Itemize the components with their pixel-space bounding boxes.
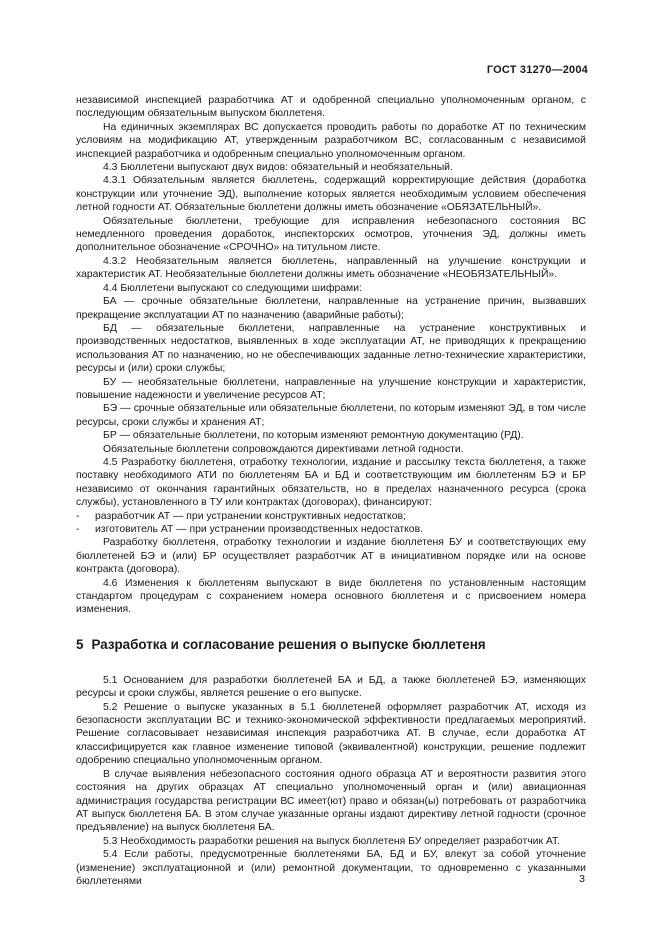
list-item xyxy=(76,510,586,523)
paragraph: 4.6 Изменения к бюллетеням выпускают в виде бюллетеня по установленным настоящим стандартом процедурам с сохранением номера основного бюллетеня и с присвоением номера изменения. xyxy=(76,577,586,616)
paragraph: БЭ — срочные обязательные или обязательные бюллетени, по которым изменяют ЭД, в том числе ресурсы, сроки службы и хранения АТ; xyxy=(76,403,586,428)
paragraph: БА — срочные обязательные бюллетени, направленные на устранение причин, вызвавших прекращение эксплуатации АТ по назначению (аварийные работы); xyxy=(76,296,586,321)
list-dash: - xyxy=(76,524,80,535)
section-number: 5 xyxy=(76,636,84,652)
paragraph: 5.4 Если работы, предусмотренные бюллетенями БА, БД и БУ, влекут за собой уточнение (изменение) эксплуатационной и (или) ремонтной документации, то одновременно с указанными бюллетенями xyxy=(76,849,586,887)
bottom-paragraphs xyxy=(76,674,586,889)
page-number: 3 xyxy=(579,873,585,885)
paragraph: БД — обязательные бюллетени, направленные на устранение конструктивных и производственных недостатков, выявленных в ходе эксплуатации АТ, не приводящих к прекращению использования АТ по назначению, но не обеспечивающих заданные летно-технические характеристики, ресурсы и (или) сроки службы; xyxy=(76,322,586,375)
paragraph: 4.3 Бюллетени выпускают двух видов: обязательный и необязательный. xyxy=(103,162,453,174)
section-title-text: Разработка и согласование решения о выпуске бюллетеня xyxy=(91,636,486,652)
paragraph: 5.1 Основанием для разработки бюллетеней БА и БД, а также бюллетеней БЭ, изменяющих ресурсы и сроки службы, является решение о его выпуске. xyxy=(76,674,586,700)
paragraph: В случае выявления небезопасного состояния одного образца АТ и вероятности развития этого состояния на других образцах АТ специально уполномоченный орган и (или) авиационная администрация государства регистрации ВС имеет(ют) право и обязан(ы) потребовать от разработчика АТ выпуск бюллетеня БА. В этом случае указанные органы издают директиву летной годности (срочное предъявление) на выпуск бюллетеня БА. xyxy=(76,768,586,834)
standard-header: ГОСТ 31270—2004 xyxy=(486,64,588,76)
section-heading xyxy=(76,637,586,653)
list-dash: - xyxy=(76,510,80,522)
paragraph: БР — обязательные бюллетени, по которым изменяют ремонтную документацию (РД). xyxy=(103,430,524,442)
paragraph: Обязательные бюллетени, требующие для исправления небезопасного состояния ВС немедленного проведения доработок, инспекторских осмотров, уточнения ЭД, должны иметь дополнительное обозначение «СРОЧНО» на титульном листе. xyxy=(76,215,586,254)
top-paragraphs xyxy=(76,94,586,510)
paragraph: независимой инспекцией разработчика АТ и одобренной специально уполномоченным органом, с последующим обязательным выпуском бюллетеня. xyxy=(76,95,586,120)
paragraph: На единичных экземплярах ВС допускается проводить работы по доработке АТ по техническим условиям на модификацию АТ, утвержденным разработчиком ВС, согласованным с независимой инспекцией разработчика и одобренным специально уполномоченным органом. xyxy=(76,121,586,160)
paragraph: БУ — необязательные бюллетени, направленные на улучшение конструкции и характеристик, повышение надежности и увеличение ресурсов АТ; xyxy=(76,376,586,401)
list-item-text: изготовитель АТ — при устранении производственных недостатков. xyxy=(95,524,423,535)
document-body xyxy=(76,94,586,888)
paragraph: 5.3 Необходимость разработки решения на выпуск бюллетеня БУ определяет разработчик АТ. xyxy=(103,835,561,847)
paragraph: 4.3.1 Обязательным является бюллетень, содержащий корректирующие действия (доработка конструкции или уточнение ЭД), выполнение которых является необходимым условием обеспечения летной годности АТ. Обязательные бюллетени должны иметь обозначение «ОБЯЗАТЕЛЬНЫЙ». xyxy=(76,175,586,214)
paragraph: 4.3.2 Необязательным является бюллетень, направленный на улучшение конструкции и характеристик АТ. Необязательные бюллетени должны иметь обозначение «НЕОБЯЗАТЕЛЬНЫЙ». xyxy=(76,255,586,281)
list-item-text: разработчик АТ — при устранении конструктивных недостатков; xyxy=(95,510,406,522)
paragraph: 4.5 Разработку бюллетеня, отработку технологии, издание и рассылку текста бюллетеня, а также поставку необходимого АТИ по бюллетеням БА и БД и соответствующим им бюллетеням БЭ и БР независимо от окончания гарантийных обязательств, но в пределах назначенного ресурса (срока службы), установленного в ТУ или контрактах (договорах), финансируют: xyxy=(76,456,586,509)
financing-list xyxy=(76,510,586,537)
paragraph: 4.4 Бюллетени выпускают со следующими шифрами: xyxy=(103,282,362,294)
paragraph: Разработку бюллетеня, отработку технологии и издание бюллетеня БУ и соответствующих ему бюллетеней БЭ и (или) БР осуществляет разработчик АТ в инициативном порядке или на основе контракта (договора). xyxy=(76,537,586,576)
list-item xyxy=(76,523,586,536)
paragraph: 5.2 Решение о выпуске указанных в 5.1 бюллетеней оформляет разработчик АТ, исходя из безопасности эксплуатации ВС и технико-экономической эффективности предлагаемых мероприятий. Решение согласовывает независимая инспекция разработчика АТ. В случае, если доработка АТ классифицируется как главное изменение типовой (эквивалентной) конструкции, решение подлежит одобрению специально уполномоченным органом. xyxy=(76,701,586,767)
paragraph: Обязательные бюллетени сопровождаются директивами летной годности. xyxy=(103,443,464,455)
mid-paragraphs xyxy=(76,536,586,616)
